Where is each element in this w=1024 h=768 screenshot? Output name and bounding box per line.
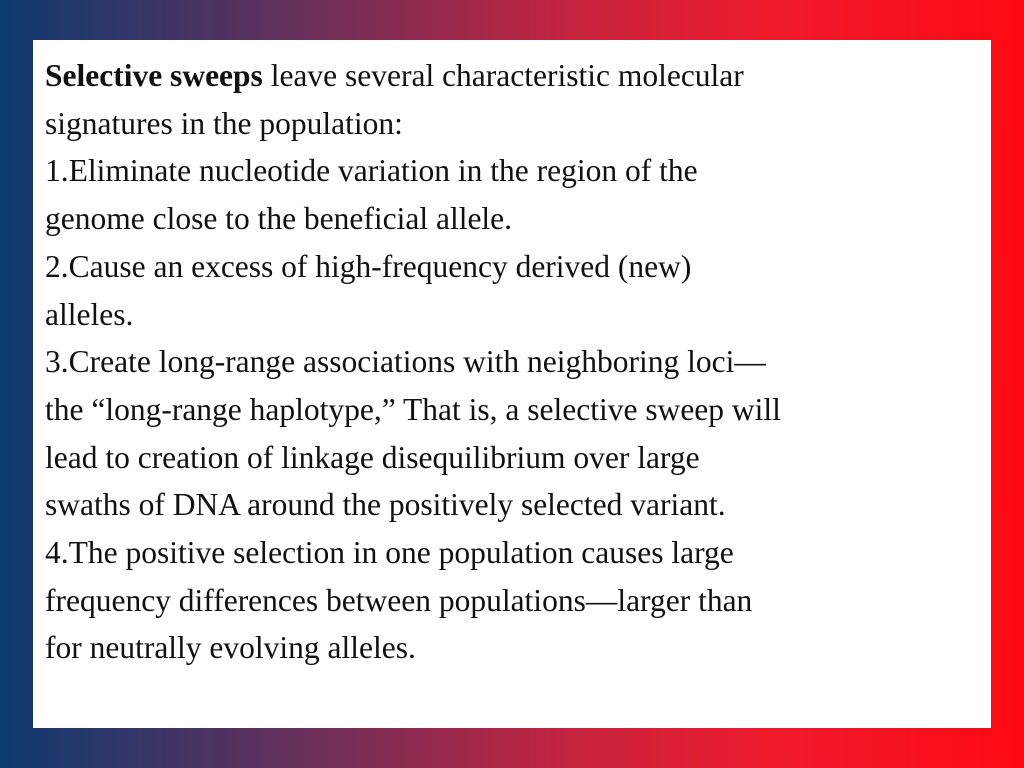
point-3-line-4: swaths of DNA around the positively selected variant. — [45, 487, 726, 523]
content-panel — [33, 40, 991, 728]
point-3-line-1: 3.Create long-range associations with neighboring loci— — [45, 344, 766, 380]
point-2-line-2: alleles. — [45, 296, 134, 332]
point-3-line-2: the “long-range haplotype,” That is, a selective sweep will — [45, 391, 781, 427]
point-4-line-2: frequency differences between populations—larger than — [45, 582, 753, 618]
point-1-line-2: genome close to the beneficial allele. — [45, 201, 513, 237]
point-2-line-1: 2.Cause an excess of high-frequency derived (new) — [45, 248, 692, 284]
term-selective-sweeps: Selective sweeps — [45, 58, 263, 93]
intro-line-1-rest: leave several characteristic molecular — [262, 58, 744, 93]
point-1-line-1: 1.Eliminate nucleotide variation in the region of the — [45, 153, 698, 189]
point-3-line-3: lead to creation of linkage disequilibrium over large — [45, 439, 700, 475]
point-4-line-3: for neutrally evolving alleles. — [45, 630, 416, 666]
intro-line-1 — [45, 52, 979, 100]
slide-body-text — [45, 52, 979, 672]
intro-line-2: signatures in the population: — [45, 105, 403, 141]
point-4-line-1: 4.The positive selection in one population causes large — [45, 535, 734, 571]
